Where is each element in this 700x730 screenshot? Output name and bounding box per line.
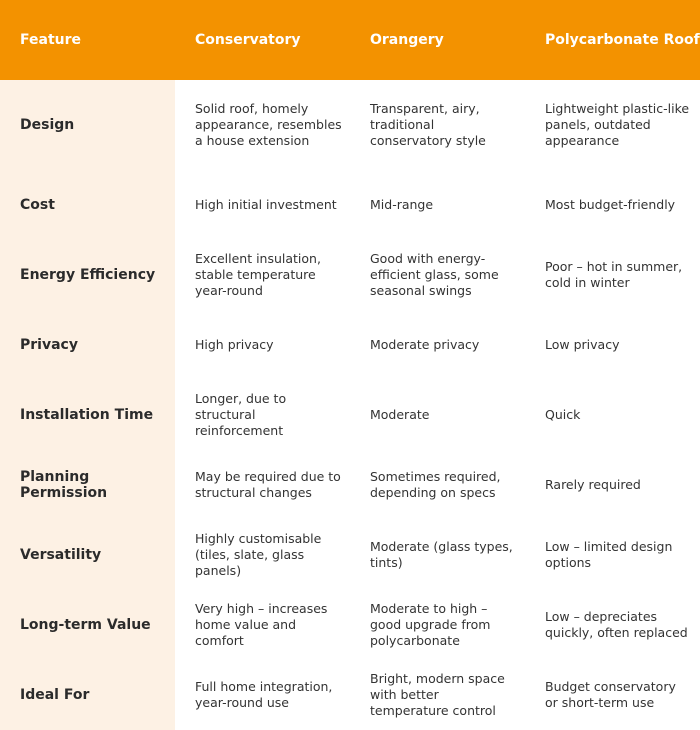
polycarbonate-cell	[525, 520, 700, 590]
feature-label: Installation Time	[20, 407, 154, 423]
header-feature: Feature	[20, 32, 81, 48]
orangery-cell	[350, 170, 525, 240]
orangery-cell	[350, 310, 525, 380]
polycarbonate-value: Quick	[545, 407, 581, 422]
feature-cell	[0, 520, 175, 590]
table-row	[0, 80, 700, 170]
conservatory-cell	[175, 590, 350, 660]
conservatory-cell	[175, 450, 350, 520]
table-row	[0, 520, 700, 590]
feature-cell	[0, 590, 175, 660]
polycarbonate-value: Rarely required	[545, 477, 641, 492]
conservatory-value: Very high – increases home value and comfort	[195, 601, 328, 648]
conservatory-cell	[175, 520, 350, 590]
orangery-value: Moderate to high – good upgrade from polycarbonate	[370, 601, 491, 648]
orangery-value: Moderate privacy	[370, 337, 480, 352]
feature-cell	[0, 450, 175, 520]
orangery-value: Bright, modern space with better temperature control	[370, 671, 505, 718]
orangery-cell	[350, 80, 525, 170]
feature-label: Planning Permission	[20, 469, 108, 501]
conservatory-cell	[175, 80, 350, 170]
orangery-cell	[350, 520, 525, 590]
feature-label: Ideal For	[20, 687, 90, 703]
polycarbonate-cell	[525, 80, 700, 170]
polycarbonate-cell	[525, 380, 700, 450]
polycarbonate-value: Low – limited design options	[545, 539, 673, 570]
table-row	[0, 450, 700, 520]
header-orangery: Orangery	[370, 32, 444, 48]
table-row	[0, 170, 700, 240]
polycarbonate-cell	[525, 170, 700, 240]
conservatory-value: Full home integration, year-round use	[195, 679, 333, 710]
conservatory-value: High initial investment	[195, 197, 337, 212]
header-polycarbonate-roof: Polycarbonate Roof	[545, 32, 700, 48]
polycarbonate-value: Most budget-friendly	[545, 197, 676, 212]
conservatory-cell	[175, 660, 350, 730]
table-row	[0, 380, 700, 450]
feature-label: Design	[20, 117, 75, 133]
conservatory-cell	[175, 310, 350, 380]
polycarbonate-cell	[525, 660, 700, 730]
conservatory-cell	[175, 240, 350, 310]
orangery-cell	[350, 590, 525, 660]
feature-label: Versatility	[20, 547, 102, 563]
feature-label: Long-term Value	[20, 617, 151, 633]
conservatory-value: May be required due to structural changes	[195, 469, 341, 500]
polycarbonate-cell	[525, 590, 700, 660]
table-row	[0, 240, 700, 310]
polycarbonate-value: Low – depreciates quickly, often replaced	[545, 609, 688, 640]
feature-cell	[0, 80, 175, 170]
conservatory-value: High privacy	[195, 337, 274, 352]
conservatory-value: Highly customisable (tiles, slate, glass panels)	[195, 531, 322, 578]
polycarbonate-cell	[525, 310, 700, 380]
polycarbonate-cell	[525, 240, 700, 310]
conservatory-value: Solid roof, homely appearance, resembles a house extension	[195, 101, 342, 148]
table-row	[0, 660, 700, 730]
orangery-cell	[350, 240, 525, 310]
orangery-value: Transparent, airy, traditional conservatory style	[370, 101, 486, 148]
polycarbonate-cell	[525, 450, 700, 520]
table-header	[0, 0, 700, 80]
orangery-value: Sometimes required, depending on specs	[370, 469, 501, 500]
feature-cell	[0, 660, 175, 730]
polycarbonate-value: Poor – hot in summer, cold in winter	[545, 259, 683, 290]
orangery-cell	[350, 380, 525, 450]
conservatory-value: Excellent insulation, stable temperature year-round	[195, 251, 321, 298]
feature-label: Privacy	[20, 337, 78, 353]
conservatory-cell	[175, 380, 350, 450]
table-row	[0, 310, 700, 380]
orangery-cell	[350, 660, 525, 730]
orangery-cell	[350, 450, 525, 520]
header-conservatory: Conservatory	[195, 32, 301, 48]
conservatory-cell	[175, 170, 350, 240]
polycarbonate-value: Budget conservatory or short-term use	[545, 679, 676, 710]
table-row	[0, 590, 700, 660]
conservatory-value: Longer, due to structural reinforcement	[195, 391, 287, 438]
polycarbonate-value: Lightweight plastic-like panels, outdated appearance	[545, 101, 690, 148]
feature-cell	[0, 310, 175, 380]
orangery-value: Moderate	[370, 407, 430, 422]
feature-cell	[0, 380, 175, 450]
feature-cell	[0, 240, 175, 310]
orangery-value: Good with energy-efficient glass, some seasonal swings	[370, 251, 499, 298]
feature-cell	[0, 170, 175, 240]
feature-label: Energy Efficiency	[20, 267, 156, 283]
polycarbonate-value: Low privacy	[545, 337, 620, 352]
orangery-value: Mid-range	[370, 197, 434, 212]
orangery-value: Moderate (glass types, tints)	[370, 539, 513, 570]
feature-label: Cost	[20, 197, 55, 213]
